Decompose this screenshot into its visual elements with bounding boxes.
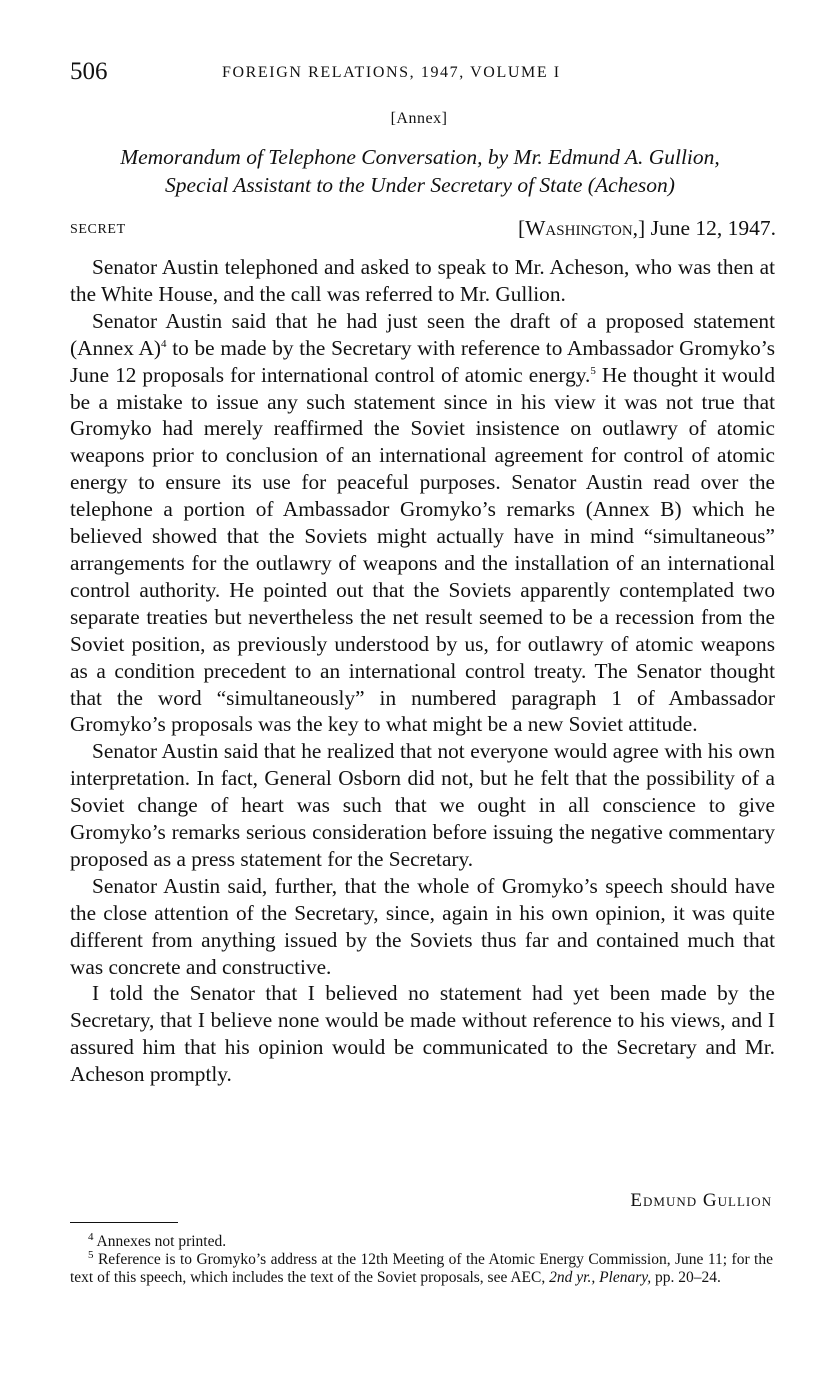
page-header	[70, 58, 775, 92]
memo-body	[70, 254, 775, 1088]
paragraph-2-part-b: to be made by the Secretary with reference to Ambassador Gromyko’s June 12 proposals for international control of atomic energy.	[70, 335, 776, 387]
signature: Edmund Gullion	[630, 1190, 772, 1211]
footnote-5-text-b: pp. 20–24.	[651, 1269, 721, 1286]
footnotes	[70, 1230, 773, 1287]
title-line-2: Special Assistant to the Under Secretary of State (Acheson)	[165, 173, 675, 197]
paragraph-1: Senator Austin telephoned and asked to speak to Mr. Acheson, who was then at the White House, and the call was referred to Mr. Gullion.	[70, 255, 775, 306]
footnote-ref-4: 4	[160, 337, 167, 350]
classification-marking: SECRET	[70, 222, 126, 237]
paragraph-2-part-c: He thought it would be a mistake to issue any such statement since in his view it was not true that Gromyko had merely reaffirmed the Soviet insistence on outlawry of atomic weapons prior to conclusion of an international agreement for control of atomic energy to ensure its use for peaceful purposes. Senator Austin read over the telephone a portion of Ambassador Gromyko’s remarks (Annex B) which he believed showed that the Soviets might actually have in mind “simultaneous” arrangements for the outlawry of weapons and the installation of an international control authority. He pointed out that the Soviets apparently contemplated two separate treaties but nevertheless the net result seemed to be a recession from the Soviet position, as previously understood by us, for outlawry of atomic weapons as a condition precedent to an international control treaty. The Senator thought that the word “simultaneously” in numbered paragraph 1 of Ambassador Gromyko’s proposals was the key to what might be a new Soviet attitude.	[70, 362, 775, 737]
footnote-4	[70, 1230, 773, 1251]
paragraph-3: Senator Austin said that he realized that not everyone would agree with his own interpretation. In fact, General Osborn did not, but he felt that the possibility of a Soviet change of heart was such that we ought in all conscience to give Gromyko’s remarks serious consideration before issuing the negative commentary proposed as a press statement for the Secretary.	[70, 739, 775, 871]
dateline	[518, 216, 776, 241]
title-line-1: Memorandum of Telephone Conversation, by Mr. Edmund A. Gullion,	[120, 145, 720, 169]
paragraph-2	[70, 308, 775, 739]
paragraph-2-part-a: Senator Austin said that he had just seen the draft of a proposed statement (Annex A)	[70, 308, 775, 360]
footnote-5-mark: 5	[88, 1248, 94, 1261]
dateline-date: June 12, 1947.	[650, 216, 776, 240]
document-title	[50, 143, 790, 199]
footnote-4-mark: 4	[88, 1230, 94, 1243]
footnote-5	[70, 1248, 773, 1287]
paragraph-5: I told the Senator that I believed no statement had yet been made by the Secretary, that I believe none would be made without reference to his views, and I assured him that his opinion would be communicated to the Secretary and Mr. Acheson promptly.	[70, 981, 775, 1087]
footnote-5-text-a: Reference is to Gromyko’s address at the 12th Meeting of the Atomic Energy Commission, June 11; for the text of this speech, which includes the text of the Soviet proposals, see AEC,	[70, 1251, 773, 1286]
running-head: FOREIGN RELATIONS, 1947, VOLUME I	[222, 64, 561, 81]
footnote-4-text: Annexes not printed.	[96, 1233, 227, 1250]
paragraph-4: Senator Austin said, further, that the whole of Gromyko’s speech should have the close attention of the Secretary, since, again in his own opinion, it was quite different from anything issued by the Soviets thus far and contained much that was concrete and constructive.	[70, 873, 775, 979]
footnote-ref-5: 5	[590, 364, 596, 377]
dateline-place: [Washington,]	[517, 216, 646, 240]
annex-label: [Annex]	[390, 110, 448, 127]
footnote-5-italic: 2nd yr., Plenary,	[549, 1269, 652, 1286]
page-number: 506	[70, 58, 108, 85]
footnote-divider	[70, 1222, 178, 1223]
